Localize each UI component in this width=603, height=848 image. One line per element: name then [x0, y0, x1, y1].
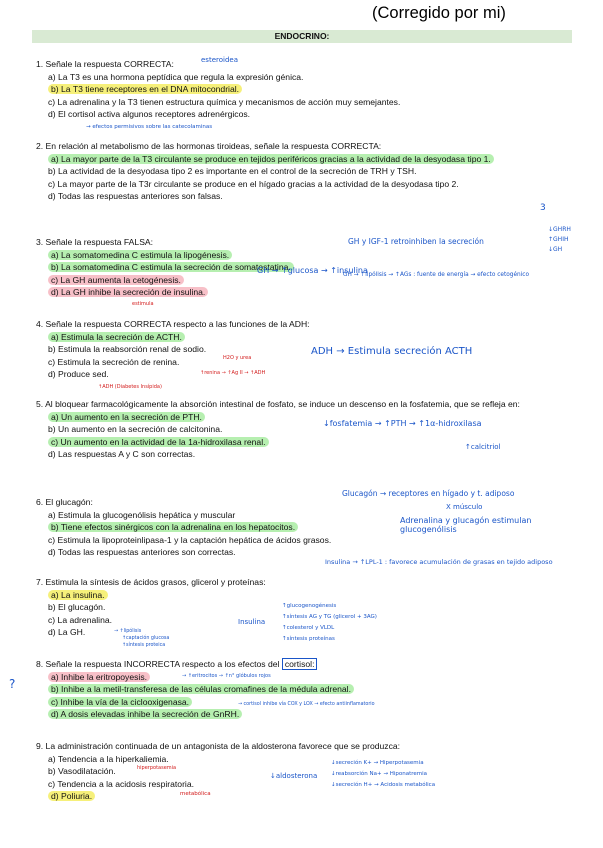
- q7-note-gh-glucosa: ↑captación glucosa: [122, 636, 170, 641]
- question-5: [36, 398, 576, 461]
- question-6-option-b: b) Tiene efectos sinérgicos con la adrenalina en los hepatocitos.: [48, 522, 298, 532]
- question-8-option-b: b) Inhibe a la metil-transferesa de las células cromafines de la médula adrenal.: [48, 684, 354, 694]
- q6-note-receptores: Glucagón → receptores en hígado y t. adiposo: [342, 489, 515, 498]
- question-6-stem: 6. El glucagón:: [36, 497, 93, 507]
- q5-note-calcitriol: ↑calcitriol: [465, 443, 501, 451]
- q6-note-insulina-lpl: Insulina → ↑LPL-1 : favorece acumulación de grasas en tejido adiposo: [325, 558, 553, 566]
- question-5-option-d: d) Las respuestas A y C son correctas.: [48, 449, 196, 460]
- q4-note-h2o-urea: H2O y urea: [223, 355, 252, 361]
- question-5-option-c: c) Un aumento en la actividad de la 1a-hidroxilasa renal.: [48, 437, 269, 447]
- question-9-stem: 9. La administración continuada de un antagonista de la aldosterona favorece que se produzca:: [36, 741, 401, 751]
- q3-note-glucosa-insulina: GH → ↑glucosa → ↑insulina: [257, 266, 368, 275]
- q9-note-na: ↓reabsorción Na+ → Hiponatremia: [331, 771, 428, 777]
- q7-note-proteinas: ↑síntesis proteínas: [282, 636, 335, 642]
- question-3: [36, 236, 294, 299]
- question-2-stem: 2. En relación al metabolismo de las hormonas tiroideas, señale la respuesta CORRECTA:: [36, 141, 382, 151]
- q2-note-3: 3: [540, 203, 546, 213]
- q4-note-renina: ↑renina → ↑Ag II → ↑ADH: [200, 370, 266, 376]
- question-9-option-c: c) Tendencia a la acidosis respiratoria.: [48, 778, 195, 789]
- question-1-option-d: d) El cortisol activa algunos receptores adrenérgicos.: [48, 109, 251, 120]
- q9-note-aldosterona: ↓aldosterona: [270, 772, 318, 780]
- q9-note-h: ↓secreción H+ → Acidosis metabólica: [331, 782, 436, 788]
- question-3-option-a: a) La somatomedina C estimula la lipogénesis.: [48, 250, 232, 260]
- q7-note-glucogeno: ↑glucogenogénesis: [282, 603, 337, 609]
- question-4-option-b: b) Estimula la reabsorción renal de sodio.: [48, 344, 207, 355]
- question-6: [36, 496, 331, 559]
- question-2-option-d: d) Todas las respuestas anteriores son falsas.: [48, 191, 223, 202]
- question-8-stem: 8. Señale la respuesta INCORRECTA respecto a los efectos del: [36, 659, 282, 669]
- q3-note-ghrh: ↓GHRH: [548, 226, 571, 233]
- q3-note-lipolisis: GH → ↑lipólisis → ↑AGs : fuente de energía → efecto cetogénico: [343, 272, 530, 278]
- question-8-cortisol-box: cortisol:: [282, 658, 318, 670]
- question-1-option-b: b) La T3 tiene receptores en el DNA mitocondrial.: [48, 84, 242, 94]
- q4-note-adh: ADH → Estimula secreción ACTH: [311, 346, 473, 357]
- q7-note-gh-proteica: ↑síntesis proteica: [122, 643, 166, 648]
- q9-note-k: ↓secreción K+ → Hiperpotasemia: [331, 760, 424, 766]
- q1-note-permisivos: → efectos permisivos sobre las catecolaminas: [86, 124, 213, 130]
- question-8-option-c: c) Inhibe la vía de la ciclooxigenasa.: [48, 697, 192, 707]
- q1-note-esteroidea: esteroidea: [201, 56, 238, 64]
- question-2-option-b: b) La actividad de la desyodasa tipo 2 es importante en el control de la secreción de TRH y TSH.: [48, 166, 417, 177]
- question-8-option-a: a) Inhibe la eritropoyesis.: [48, 672, 150, 682]
- question-1: [36, 58, 400, 121]
- q7-note-gh-lipolisis: → ↑lipólisis: [114, 629, 142, 634]
- q7-note-colesterol: ↑colesterol y VLDL: [282, 625, 335, 631]
- question-3-option-c: c) La GH aumenta la cetogénesis.: [48, 275, 184, 285]
- q8-note-question-mark: ?: [9, 677, 16, 691]
- question-8: [36, 658, 354, 721]
- question-5-option-b: b) Un aumento en la secreción de calcitonina.: [48, 424, 223, 435]
- question-4: [36, 318, 310, 381]
- question-7-option-d: d) La GH.: [48, 627, 86, 638]
- question-7: [36, 576, 266, 639]
- q3-note-estimula: estimula: [132, 301, 154, 307]
- q4-note-diabetes: ↑ADH (Diabetes Insípida): [98, 384, 162, 390]
- question-2-option-c: c) La mayor parte de la T3r circulante se produce en el hígado gracias a la actividad de la desyodasa tipo 2.: [48, 178, 459, 189]
- question-5-stem: 5. Al bloquear farmacológicamente la absorción intestinal de fosfato, se induce un descenso en la fosfatemia, que se refleja en:: [36, 399, 520, 409]
- question-3-option-d: d) La GH inhibe la secreción de insulina.: [48, 287, 208, 297]
- question-7-option-c: c) La adrenalina.: [48, 614, 113, 625]
- q6-note-adrenalina: Adrenalina y glucagón estimulan glucogenólisis: [400, 516, 532, 534]
- question-3-stem: 3. Señale la respuesta FALSA:: [36, 237, 154, 247]
- q9-note-metabolica: metabólica: [180, 791, 211, 797]
- question-7-stem: 7. Estimula la síntesis de ácidos grasos, glicerol y proteínas:: [36, 577, 266, 587]
- question-2-option-a: a) La mayor parte de la T3 circulante se produce en tejidos periféricos gracias a la actividad de la desyodasa tipo 1.: [48, 154, 494, 164]
- corrected-title: (Corregido por mi): [372, 4, 506, 22]
- q7-note-insulina: Insulina: [238, 618, 266, 626]
- question-9-option-d: d) Poliuria.: [48, 791, 95, 801]
- question-4-option-d: d) Produce sed.: [48, 369, 109, 380]
- question-5-option-a: a) Un aumento en la secreción de PTH.: [48, 412, 205, 422]
- question-6-option-a: a) Estimula la glucogenólisis hepática y muscular: [48, 509, 236, 520]
- q8-note-eritrocitos: → ↑eritrocitos → ↑n° glóbulos rojos: [182, 673, 271, 679]
- q9-note-hiperpotasemia: hiperpotasemia: [137, 765, 177, 771]
- q3-note-ghih: ↑GHIH: [548, 236, 569, 243]
- question-8-option-d: d) A dosis elevadas inhibe la secreción de GnRH.: [48, 709, 242, 719]
- question-7-option-a: a) La insulina.: [48, 590, 108, 600]
- question-4-option-c: c) Estimula la secreción de renina.: [48, 356, 180, 367]
- q5-note-fosfatemia: ↓fosfatemia → ↑PTH → ↑1α-hidroxilasa: [323, 419, 482, 428]
- question-3-option-b: b) La somatomedina C estimula la secreción de somatostatina.: [48, 262, 294, 272]
- question-4-stem: 4. Señale la respuesta CORRECTA respecto a las funciones de la ADH:: [36, 319, 310, 329]
- question-9-option-b: b) Vasodilatación.: [48, 766, 116, 777]
- question-7-option-b: b) El glucagón.: [48, 602, 106, 613]
- question-1-option-a: a) La T3 es una hormona peptídica que regula la expresión génica.: [48, 71, 304, 82]
- q8-note-cox: → cortisol inhibe vía COX y LOX → efecto antiinflamatorio: [238, 702, 375, 707]
- question-9-option-a: a) Tendencia a la hiperkaliemia.: [48, 753, 169, 764]
- question-2: [36, 140, 588, 203]
- q6-note-musculo: X músculo: [446, 503, 483, 511]
- question-6-option-c: c) Estimula la lipoproteinlipasa-1 y la captación hepática de ácidos grasos.: [48, 534, 332, 545]
- question-1-stem: 1. Señale la respuesta CORRECTA:: [36, 59, 174, 69]
- question-4-option-a: a) Estimula la secreción de ACTH.: [48, 332, 185, 342]
- question-1-option-c: c) La adrenalina y la T3 tienen estructura química y mecanismos de acción muy semejantes.: [48, 96, 401, 107]
- q7-note-ag-tg: ↑síntesis AG y TG (glicerol + 3AG): [282, 614, 377, 620]
- question-6-option-d: d) Todas las respuestas anteriores son correctas.: [48, 547, 236, 558]
- section-header: ENDOCRINO:: [32, 30, 572, 43]
- q3-note-gh: ↓GH: [548, 246, 563, 253]
- q3-note-retroinhiben: GH y IGF-1 retroinhiben la secreción: [348, 237, 484, 246]
